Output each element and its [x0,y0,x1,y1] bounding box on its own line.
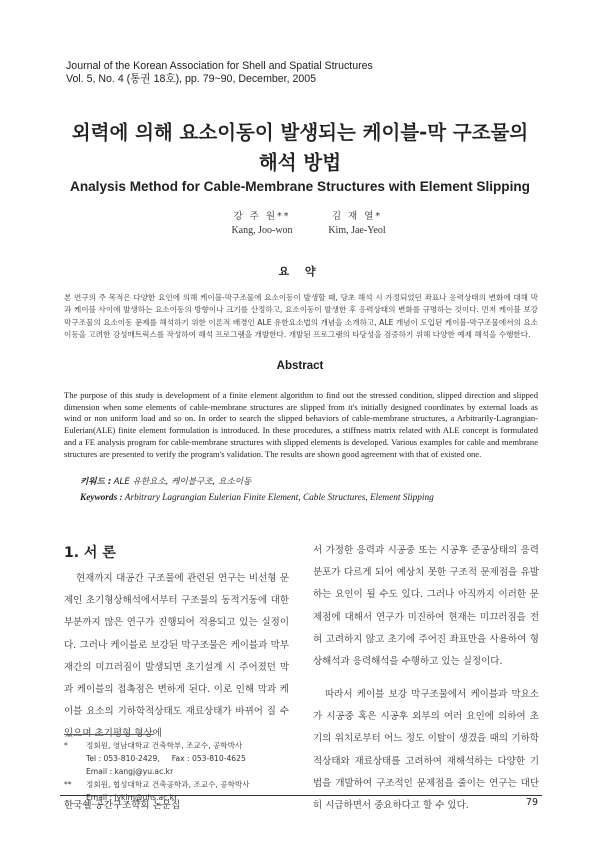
keywords-ko-label: 키워드 : [80,477,112,487]
author-2-name-en: Kim, Jae-Yeol [328,225,386,236]
footer-journal-name: 한국쉘·공간구조학회 논문집 [64,800,181,811]
section-heading-introduction: 1. 서 론 [64,545,116,561]
korean-abstract-heading: 요 약 [278,265,322,278]
english-abstract-heading: Abstract [276,360,324,372]
journal-volume: Vol. 5, No. 4 (통권 18호), pp. 79~90, December, 2005 [66,73,317,85]
author-1-name-ko: 강 주 원** [233,211,291,222]
intro-right-paragraph-1: 서 가정한 응력과 시공중 또는 시공후 준공상태의 응력분포가 다르게 되어 예상치 못한 구조적 문제점을 유발하는 요인이 될 수도 있다. 그러나 아직까지 이러한 문제점에 대해서 연구가 미진하여 현재는 미끄러짐을 전혀 고려하지 않고 초기에 주어진 좌표만을 사용하여 형상해석과 응력해석을 수행하고 있는 실정이다. [313,545,539,668]
author-2-name-ko: 김 재 열* [331,211,383,222]
footnote-1-affiliation: 정회원, 영남대학교 건축학부, 조교수, 공학박사 [86,741,243,750]
keywords-korean [80,474,251,490]
journal-name: Journal of the Korean Association for Shell and Spatial Structures [66,60,373,72]
title-ko-line2: 해석 방법 [258,151,342,174]
author-2 [302,210,412,238]
english-abstract-text: The purpose of this study is development of a finite element algorithm to find out the stressed condition, slipped direction and slipped dimension when some elements of cable-membrane structures are slipped from it's initially designed coordinates by external loads as wind or non uniform load and so on. In order to search the slipped behaviors of cable-membrane structures, a Arbitrarily-Lagrangian-Eulerian(ALE) finite element formulation is introduced. In these procedures, a stiffness matrix related with ALE concept is formulated and a FE analysis program for cable-membrane structures with slipped elements is developed. Various examples for cable and membrane structures are presented to verify the program's validation. The results are shown good agreement with that of existed one. [64,390,538,459]
keywords-english [80,490,434,506]
intro-right-paragraph-2: 따라서 케이블 보강 막구조물에서 케이블과 막요소가 시공중 혹은 시공후 외부의 여러 요인에 의하여 초기의 위치로부터 어느 정도 이탈이 생겼을 때의 기하학적상태와 재료상태를 고려하여 재해석하는 다양한 기법을 개발하여 구조적인 문제점을 줄이는 연구는 대단히 시급하면서 중요하다고 할 수 있다. [313,689,539,812]
footer-rule [60,795,542,796]
title-ko-line1: 외력에 의해 요소이동이 발생되는 케이블-막 구조물의 [71,121,529,144]
paper-title-korean [0,118,600,178]
footnote-1-email: Email : kangj@yu.ac.kr [86,766,174,776]
footnote-1-mark: * [64,741,68,750]
footnote-author-1 [64,740,304,778]
author-1-name-en: Kang, Joo-won [231,225,293,236]
keywords-en-values: Arbitrary Lagrangian Eulerian Finite Element, Cable Structures, Element Slipping [124,493,434,503]
footnote-1-phone: Tel : 053-810-2429, Fax : 053-810-4625 [86,753,246,763]
korean-abstract-text: 본 연구의 주 목적은 다양한 요인에 의해 케이블-막구조물에 요소이동이 발생할 때, 당초 해석 시 가정되었던 좌표나 응력상태의 변화에 대해 막과 케이블 사이에 발생하는 요소이동의 방향이나 크기를 산정하고, 요소이동이 발생한 후 응력상태의 변화를 규명하는 것이다. 먼저 케이블 보강 막구조물의 요소이동 문제를 해석하기 위한 이론적 배경인 ALE 유한요소법의 개념을 소개하고, ALE 개념이 도입된 케이블-막구조물에서의 요소이동을 고려한 강성매트릭스를 작성하여 해석 프로그램을 개발한다. 개발된 프로그램의 타당성을 검증하기 위해 다양한 예제 해석을 수행한다. [64,293,538,340]
author-1 [207,210,317,238]
intro-left-paragraph: 현재까지 대공간 구조물에 관련된 연구는 비선형 문제인 초기형상해석에서부터 구조물의 동적거동에 대한 부분까지 많은 연구가 진행되어 적용되고 있는 실정이다. 그러나 케이블로 보강된 막구조물은 케이블과 막부재간의 미끄러짐이 발생되면 초기설계 시 주어졌던 막과 케이블의 접촉점은 변하게 된다. 이로 인해 막과 케이블 요소의 기하학적상태도 재료상태가 바뀌어 질 수 있으며 초기평형 형상에 [64,573,289,740]
journal-header [66,60,373,86]
footnote-2-mark: ** [64,780,72,789]
footnote-rule [64,734,154,735]
footer-page-number: 79 [525,797,538,808]
footnote-2-affiliation: 정회원, 협성대학교 건축공학과, 조교수, 공학박사 [86,780,250,789]
paper-title-english: Analysis Method for Cable-Membrane Structures with Element Slipping [70,179,530,194]
footnote-2-email: Email : jykim@uhs.ac.kr [86,792,178,802]
keywords-ko-values: ALE 유한요소, 케이블구조, 요소이동 [113,477,252,487]
keywords-en-label: Keywords : [80,493,123,503]
